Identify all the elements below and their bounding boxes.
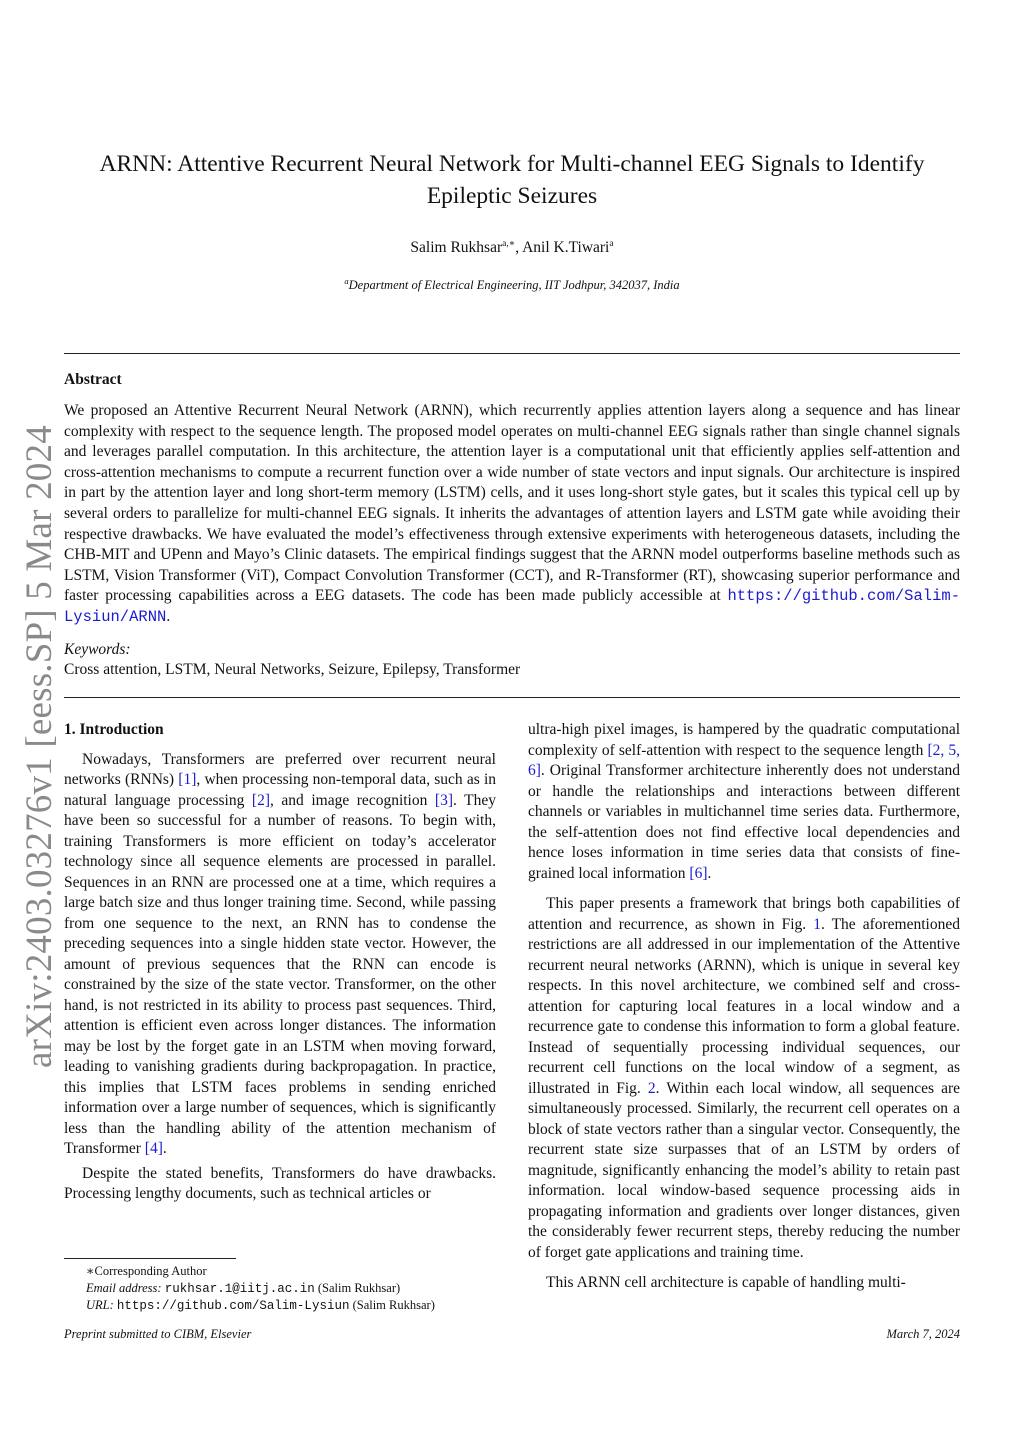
affiliation-text: Department of Electrical Engineering, IIT Jodhpur, 342037, India (348, 278, 680, 293)
affiliation-mark: a (344, 276, 349, 286)
section-heading-introduction: 1. Introduction (64, 721, 164, 738)
intro-p3-text: This paper presents a framework that brings both capabilities of attention and recurrence, as shown in Fig. (528, 895, 960, 933)
url-owner: (Salim Rukhsar) (349, 1298, 435, 1312)
intro-p2-text: . (707, 864, 712, 882)
footnotes (64, 1263, 496, 1315)
intro-p2-text: ultra-high pixel images, is hampered by the quadratic computational complexity of self-attention with respect to the sequence length (528, 721, 960, 759)
intro-paragraph-2: Despite the stated benefits, Transformers do have drawbacks. Processing lengthy documents, such as technical articles or (64, 1164, 496, 1202)
author-2-mark: a (609, 239, 614, 249)
figure-ref-link[interactable]: 1 (813, 915, 821, 933)
abstract-end: . (166, 607, 171, 625)
footnote-rule (64, 1258, 236, 1259)
citation-link[interactable]: [4] (144, 1140, 163, 1157)
email-owner: (Salim Rukhsar) (314, 1280, 401, 1295)
abstract-heading: Abstract (64, 371, 122, 388)
intro-p1-text: , when processing non-temporal data, such as in natural language processing (64, 771, 497, 809)
citation-link[interactable]: [3] (434, 791, 453, 809)
affiliation (64, 276, 960, 293)
intro-p1-text: . (162, 1140, 167, 1157)
intro-p2-text: . Original Transformer architecture inherently does not understand or handle the relationships and interactions between different channels or variables in multichannel time series data. Furthermore, the self-attention does not find effective local dependencies and hence loses information in time series data that consists of fine-grained local information (528, 762, 960, 882)
abstract-bottom-rule (64, 697, 960, 698)
footer-date: March 7, 2024 (886, 1327, 960, 1341)
intro-p1-text: Nowadays, Transformers are preferred over recurrent neural networks (RNNs) (64, 750, 496, 788)
author-1[interactable]: Salim Rukhsar (410, 239, 503, 257)
intro-p1-text: . They have been so successful for a number of reasons. To begin with, training Transformers is more efficient on today’s accelerator technology since all sequence elements are processed in parallel. Sequences in an RNN are processed one at a time, which requires a large batch size and thus longer training time. Second, while passing from one sequence to the next, an RNN has to condense the preceding sequences into a single hidden state vector. However, the amount of previous sequences that the RNN can encode is constrained by the size of the state vector. Transformer, on the other hand, is not restricted in its ability to process past sequences. Third, attention is efficient even across longer distances. The information may be lost by the forget gate in an LSTM when moving forward, leading to vanishing gradients during backpropagation. In practice, this implies that LSTM faces problems in sending enriched information over a large number of sequences, which is significantly less than the handling ability of the attention mechanism of Transformer (64, 791, 496, 1157)
abstract-top-rule (64, 353, 960, 354)
intro-paragraph-2-continued (528, 720, 960, 884)
email-link[interactable]: rukhsar.1@iitj.ac.in (164, 1281, 315, 1296)
citation-link[interactable]: [6] (689, 864, 708, 882)
keywords-list: Cross attention, LSTM, Neural Networks, Seizure, Epilepsy, Transformer (64, 661, 521, 678)
url-label: URL: (86, 1298, 114, 1312)
arxiv-sidebar-stamp: arXiv:2403.03276v1 [eess.SP] 5 Mar 2024 (19, 425, 60, 1068)
right-column (528, 720, 960, 1294)
author-2[interactable]: Anil K.Tiwari (522, 239, 610, 257)
footnote-email (64, 1280, 496, 1298)
intro-p3-text: . The aforementioned restrictions are all addressed in our implementation of the Attentive recurrent neural networks (ARNN), which is unique in several key respects. In this novel architecture, we combined self and cross-attention for capturing local features in a local window and a recurrence gate to condense this information to form a global feature. Instead of sequentially processing individual sequences, our recurrent cell functions on the local window of a segment, as illustrated in Fig. (528, 915, 960, 1097)
intro-paragraph-1 (64, 750, 496, 1160)
figure-ref-link[interactable]: 2 (647, 1079, 656, 1097)
intro-paragraph-4: This ARNN cell architecture is capable of handling multi- (546, 1274, 906, 1291)
abstract-text: We proposed an Attentive Recurrent Neural Network (ARNN), which recurrently applies attention layers along a sequence and has linear complexity with respect to the sequence length. The proposed model operates on multi-channel EEG signals rather than single channel signals and leverages parallel computation. In this architecture, the attention layer is a computational unit that efficiently applies self-attention and cross-attention mechanisms to compute a recurrent function over a wide number of state vectors and input signals. Our architecture is inspired in part by the attention layer and long short-term memory (LSTM) cells, and it uses long-short style gates, but it scales this typical cell up by several orders to parallelize for multi-channel EEG signals. It inherits the advantages of attention layers and LSTM gate while avoiding their respective drawbacks. We have evaluated the model’s effectiveness through extensive experiments with heterogeneous datasets, including the CHB-MIT and UPenn and Mayo’s Clinic datasets. The empirical findings suggest that the ARNN model outperforms baseline methods such as LSTM, Vision Transformer (ViT), Compact Convolution Transformer (CCT), and R-Transformer (RT), showcasing superior performance and faster processing capabilities across a EEG datasets. The code has been made publicly accessible at (64, 402, 960, 605)
url-link[interactable]: https://github.com/Salim-Lysiun (116, 1299, 350, 1313)
author-separator: , (515, 239, 523, 257)
footnote-url (64, 1297, 496, 1315)
footnote-corresponding: ∗Corresponding Author (86, 1264, 207, 1278)
author-list (64, 238, 960, 257)
keywords-label: Keywords: (64, 641, 131, 658)
intro-p1-text: , and image recognition (270, 791, 435, 809)
citation-link[interactable]: [2] (251, 791, 270, 809)
citation-link[interactable]: [2, 5, 6] (528, 741, 960, 779)
intro-paragraph-3 (528, 894, 960, 1263)
footer-preprint-note: Preprint submitted to CIBM, Elsevier (64, 1327, 252, 1341)
intro-p3-text: . Within each local window, all sequences are simultaneously processed. Similarly, the recurrent cell operates on a block of state vectors rather than a singular vector. Consequently, the recurrent state size surpasses that of an LSTM by orders of magnitude, significantly enhancing the model’s ability to retain past information. local window-based sequence processing aids in propagating information and gradients over longer distances, given the considerably fewer recurrent steps, thereby reducing the number of forget gate applications and training time. (528, 1079, 961, 1261)
abstract-body (64, 401, 960, 628)
paper-title: ARNN: Attentive Recurrent Neural Network for Multi-channel EEG Signals to Identify Epileptic Seizures (99, 151, 925, 209)
left-column (64, 720, 496, 1205)
email-label: Email address: (86, 1280, 162, 1295)
citation-link[interactable]: [1] (178, 771, 197, 788)
author-1-mark: a,∗ (502, 239, 516, 249)
code-repo-link[interactable]: https://github.com/Salim-Lysiun/ARNN (64, 587, 960, 626)
